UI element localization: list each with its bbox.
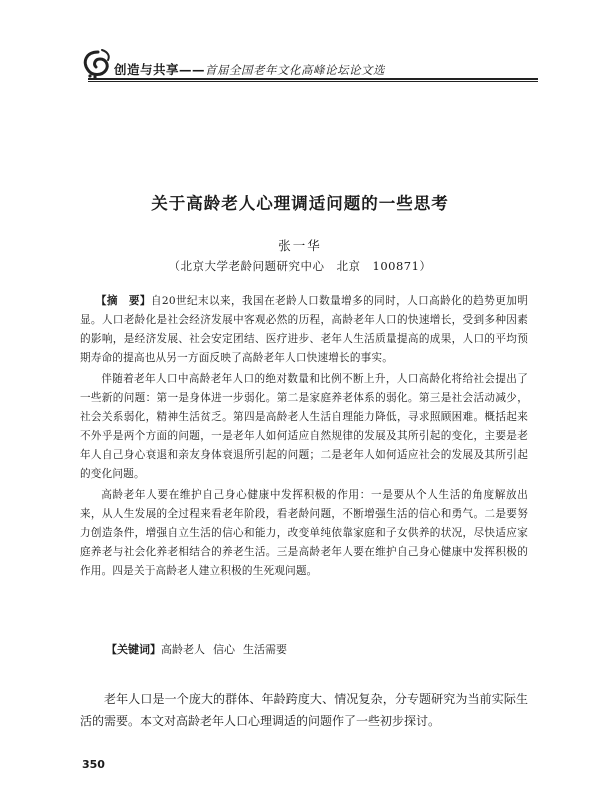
publication-logo-icon xyxy=(78,48,118,80)
book-title: 创造与共享 xyxy=(114,62,180,77)
running-header xyxy=(78,52,538,78)
keywords-label: 【关键词】 xyxy=(106,643,161,656)
book-subtitle: 首届全国老年文化高峰论坛论文选 xyxy=(205,63,386,77)
body-paragraph: 老年人口是一个庞大的群体、年龄跨度大、情况复杂，分专题研究为当前实际生活的需要。本文对高龄老年人口心理调适的问题作了一些初步探讨。 xyxy=(80,692,528,728)
keyword: 高龄老人 xyxy=(161,643,205,656)
abstract-text: 自20世纪末以来，我国在老龄人口数量增多的同时，人口高龄化的趋势更加明显。人口老龄化是社会经济发展中客观必然的历程，高龄老年人口的快速增长，受到多种因素的影响，是经济发展、社会安定团结、医疗进步、老年人生活质量提高的成果，人口的平均预期寿命的提高也从另一方面反映了高龄老年人口快速增长的事实。 xyxy=(80,295,528,364)
keywords xyxy=(106,641,287,657)
keyword: 信心 xyxy=(213,643,235,656)
keyword: 生活需要 xyxy=(243,643,287,656)
abstract xyxy=(80,292,528,581)
header-dash: —— xyxy=(179,62,206,77)
abstract-paragraph: 伴随着老年人口中高龄老年人口的绝对数量和比例不断上升，人口高龄化将给社会提出了一些新的问题：第一是身体进一步弱化。第二是家庭养老体系的弱化。第三是社会活动减少，社会关系弱化，精神生活贫乏。第四是高龄老人生活自理能力降低，寻求照顾困难。概括起来不外乎是两个方面的问题，一是老年人如何适应自然规律的发展及其所引起的变化，主要是老年人自己身心衰退和亲友身体衰退所引起的问题；二是老年人如何适应社会的发展及其所引起的变化问题。 xyxy=(80,373,528,480)
page-number: 350 xyxy=(82,758,105,771)
author-name: 张一华 xyxy=(278,238,322,253)
article-title: 关于高龄老人心理调适问题的一些思考 xyxy=(151,194,449,213)
header-rule xyxy=(88,78,538,82)
abstract-label: 【摘 要】 xyxy=(95,295,151,307)
body-text xyxy=(80,688,528,732)
abstract-paragraph: 高龄老年人要在维护自己身心健康中发挥积极的作用：一是要从个人生活的角度解放出来，从人生发展的全过程来看老年阶段，看老龄问题，不断增强生活的信心和勇气。二是要努力创造条件，增强自立生活的信心和能力，改变单纯依靠家庭和子女供养的状况，尽快适应家庭养老与社会化养老相结合的养老生活。三是高龄老年人要在维护自己身心健康中发挥积极的作用。四是关于高龄老人建立积极的生死观问题。 xyxy=(80,489,528,577)
running-header-text xyxy=(114,60,385,78)
abstract-paragraph xyxy=(80,292,528,368)
author-affiliation: （北京大学老龄问题研究中心 北京 100871） xyxy=(168,259,432,273)
